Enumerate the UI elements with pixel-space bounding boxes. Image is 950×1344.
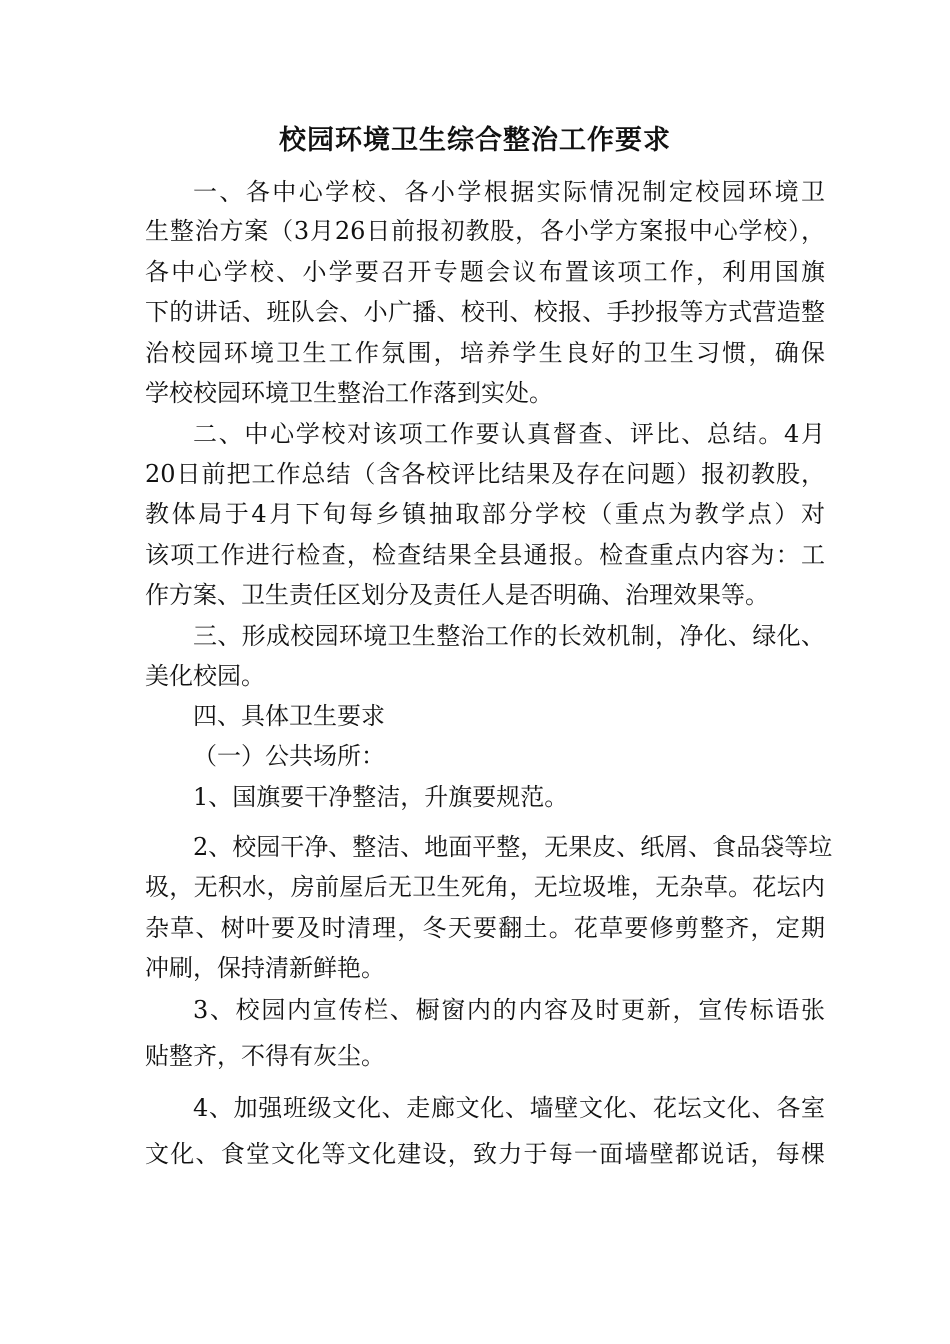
paragraph-line: 圾，无积水，房前屋后无卫生死角，无垃圾堆，无杂草。花坛内 [145,873,825,901]
paragraph-line: 二、中心学校对该项工作要认真督查、评比、总结。4月 [193,420,825,448]
list-item: 1、国旗要干净整洁，升旗要规范。 [193,783,569,811]
paragraph-line: 下的讲话、班队会、小广播、校刊、校报、手抄报等方式营造整 [145,298,825,326]
paragraph-line: 生整治方案（3月26日前报初教股，各小学方案报中心学校）， [145,217,825,245]
paragraph-line: 一、各中心学校、各小学根据实际情况制定校园环境卫 [193,178,825,206]
paragraph-line: 杂草、树叶要及时清理，冬天要翻土。花草要修剪整齐，定期 [145,914,825,942]
paragraph-line: 20日前把工作总结（含各校评比结果及存在问题）报初教股， [145,460,825,488]
document-title: 校园环境卫生综合整治工作要求 [279,125,671,156]
paragraph-line: 教体局于4月下旬每乡镇抽取部分学校（重点为教学点）对 [145,500,825,528]
list-item: 2、校园干净、整洁、地面平整，无果皮、纸屑、食品袋等垃 [193,833,833,861]
paragraph-line: 治校园环境卫生工作氛围，培养学生良好的卫生习惯，确保 [145,339,825,367]
paragraph-line: 冲刷，保持清新鲜艳。 [145,954,385,982]
subsection-heading: （一）公共场所： [193,742,385,770]
paragraph-line: 美化校园。 [145,662,265,690]
paragraph-line: 该项工作进行检查，检查结果全县通报。检查重点内容为：工 [145,541,825,569]
paragraph-line: 三、形成校园环境卫生整治工作的长效机制，净化、绿化、 [193,622,825,650]
paragraph-line: 学校校园环境卫生整治工作落到实处。 [145,379,553,407]
section-heading: 四、具体卫生要求 [193,702,385,730]
paragraph-line: 作方案、卫生责任区划分及责任人是否明确、治理效果等。 [145,581,769,609]
paragraph-line: 各中心学校、小学要召开专题会议布置该项工作，利用国旗 [145,258,825,286]
paragraph-line: 文化、食堂文化等文化建设，致力于每一面墙壁都说话，每棵 [145,1140,825,1168]
paragraph-line: 贴整齐，不得有灰尘。 [145,1042,385,1070]
list-item: 3、校园内宣传栏、橱窗内的内容及时更新，宣传标语张 [193,996,825,1024]
list-item: 4、加强班级文化、走廊文化、墙壁文化、花坛文化、各室 [193,1094,825,1122]
